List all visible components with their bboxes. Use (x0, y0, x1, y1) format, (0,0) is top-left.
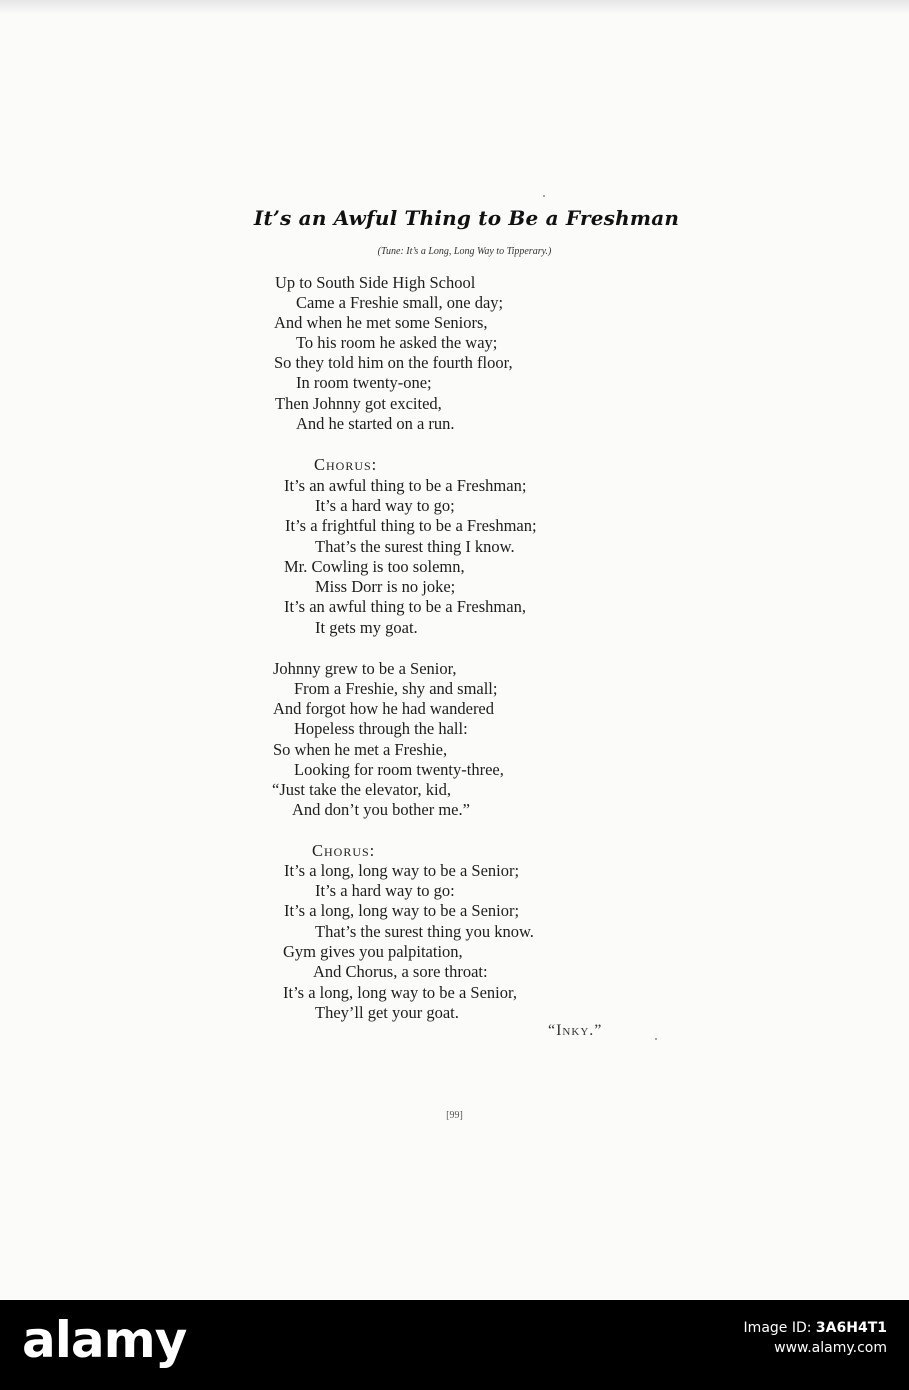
poem-line: Johnny grew to be a Senior, (273, 659, 457, 678)
poem-line: They’ll get your goat. (315, 1003, 459, 1022)
image-id-row (467, 1318, 887, 1338)
poem-line: Up to South Side High School (275, 273, 476, 292)
poem-line: So they told him on the fourth floor, (274, 353, 513, 372)
print-speck (655, 1038, 657, 1040)
brand-text: alamy (22, 1311, 187, 1369)
site-url: www.alamy.com (774, 1340, 887, 1356)
poem-line: It’s a hard way to go: (315, 881, 455, 900)
print-speck (543, 195, 545, 197)
poem-line: And don’t you bother me.” (292, 800, 470, 819)
poem-line: It’s a long, long way to be a Senior; (284, 861, 520, 880)
poem-line: It gets my goat. (315, 618, 418, 637)
poem-line: It’s a hard way to go; (315, 496, 455, 515)
poem-line: “Just take the elevator, kid, (272, 780, 451, 799)
poem-line: And Chorus, a sore throat: (313, 962, 488, 981)
poem-line: Gym gives you palpitation, (283, 942, 463, 961)
chorus-label: Chorus: (314, 455, 378, 474)
poem-line: In room twenty-one; (296, 373, 432, 392)
poem-line: And he started on a run. (296, 414, 455, 433)
poem-line: And forgot how he had wandered (273, 699, 495, 718)
poem-line: From a Freshie, shy and small; (294, 679, 498, 698)
poem-line: Then Johnny got excited, (275, 394, 442, 413)
image-id-label: Image ID: (743, 1320, 812, 1336)
image-id-value: 3A6H4T1 (815, 1320, 887, 1336)
poem-line: Mr. Cowling is too solemn, (284, 557, 465, 576)
poem-line: It’s a long, long way to be a Senior, (283, 983, 517, 1002)
poem-line: Miss Dorr is no joke; (315, 577, 456, 596)
poem-line: Hopeless through the hall: (294, 719, 468, 738)
page-number: [99] (446, 1110, 463, 1121)
poem-line: So when he met a Freshie, (273, 740, 448, 759)
poem-line: To his room he asked the way; (296, 333, 498, 352)
poem-line: It’s an awful thing to be a Freshman, (284, 597, 526, 616)
poem-line: It’s a frightful thing to be a Freshman; (285, 516, 537, 535)
poem-title: It’s an Awful Thing to Be a Freshman (253, 206, 680, 230)
image-meta (467, 1318, 887, 1358)
poem-line: It’s a long, long way to be a Senior; (284, 901, 520, 920)
poem-line: Looking for room twenty-three, (294, 760, 504, 779)
poem-line: That’s the surest thing I know. (315, 537, 515, 556)
page-edge (0, 0, 909, 14)
poem-line: It’s an awful thing to be a Freshman; (284, 476, 527, 495)
poem-line: And when he met some Seniors, (274, 313, 488, 332)
author-signature: “Inky.” (548, 1022, 603, 1039)
poem-line: That’s the surest thing you know. (315, 922, 534, 941)
brand-logo (22, 1312, 186, 1368)
chorus-label: Chorus: (312, 841, 376, 860)
poem-tune-note: (Tune: It’s a Long, Long Way to Tipperary.) (377, 246, 552, 257)
poem-line: Came a Freshie small, one day; (296, 293, 504, 312)
